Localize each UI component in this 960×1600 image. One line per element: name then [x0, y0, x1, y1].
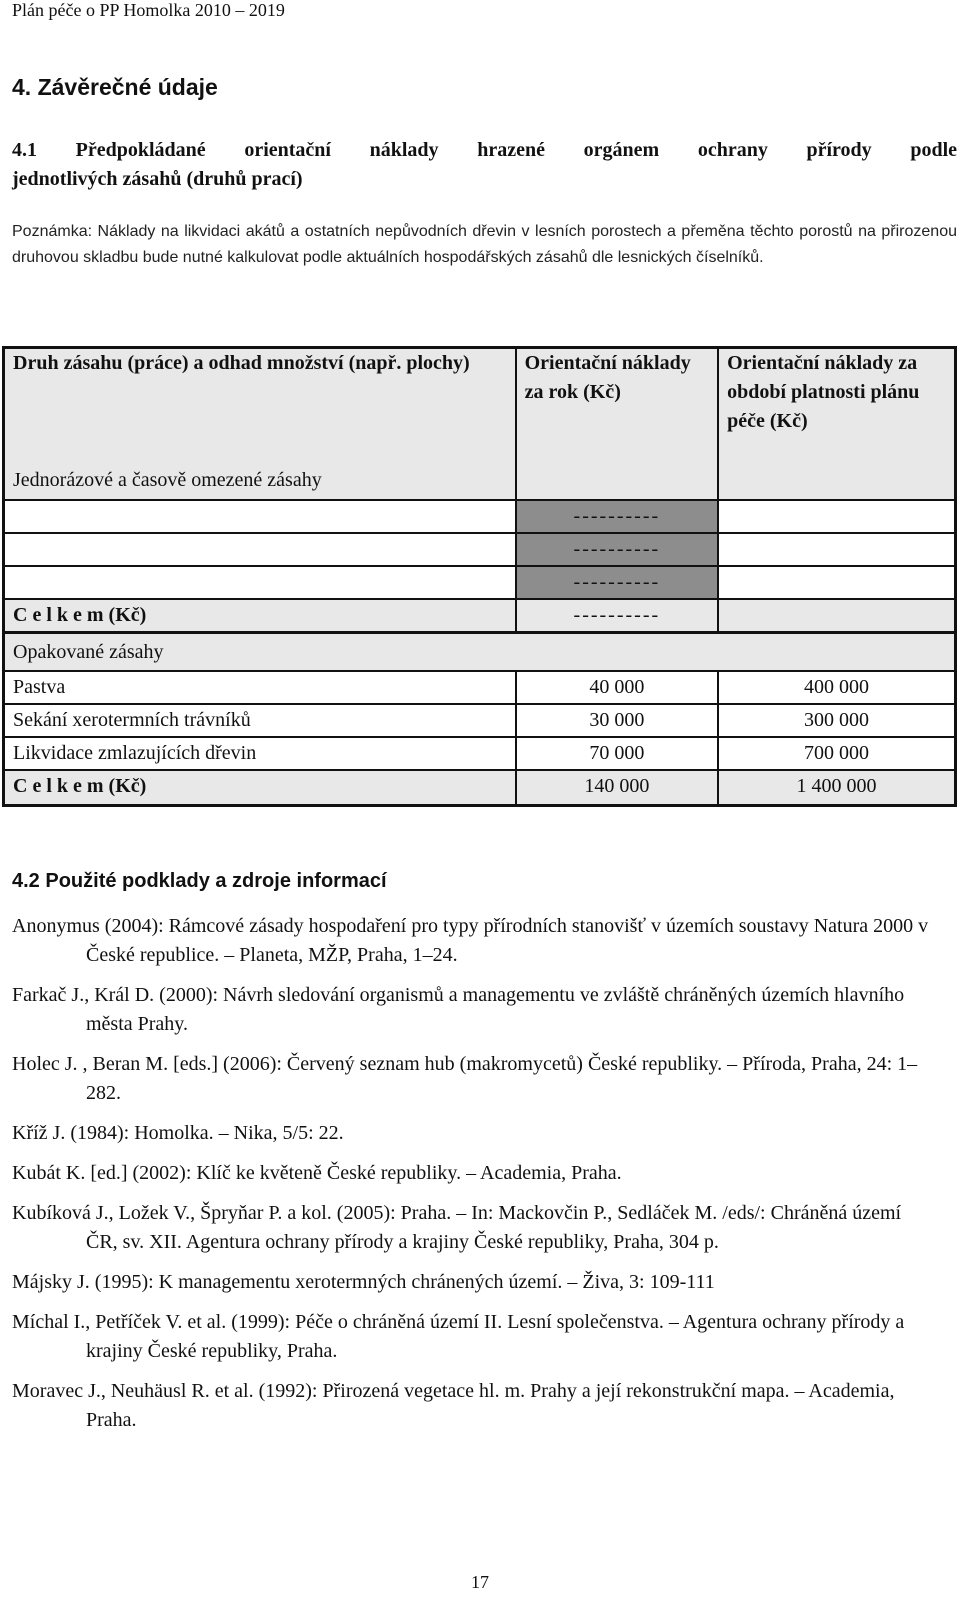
- header-period-cost: Orientační náklady za období platnosti plánu péče (Kč): [718, 348, 955, 501]
- reference-item: Májsky J. (1995): K managementu xerotermných chránených území. – Živa, 3: 109-111: [12, 1271, 715, 1293]
- table-header-row: [4, 348, 956, 462]
- repeated-label: Opakované zásahy: [4, 633, 956, 672]
- subsection-title-line1: 4.1 Předpokládané orientační náklady hrazené orgánem ochrany přírody podle: [12, 139, 957, 161]
- one-time-year-3: ----------: [516, 566, 719, 599]
- repeated-period-2: 300 000: [718, 704, 955, 737]
- repeated-total-label: C e l k e m (Kč): [4, 770, 516, 806]
- repeated-total-row: [4, 770, 956, 806]
- one-time-item-1: [4, 500, 516, 533]
- cost-note: Poznámka: Náklady na likvidaci akátů a ostatních nepůvodních dřevin v lesních porostech a přeměna těchto porostů na přirozenou druhovou skladbu bude nutné kalkulovat podle aktuálních hospodářských zásahů dle lesnických číselníků.: [12, 223, 957, 266]
- section-title: 4. Závěrečné údaje: [12, 74, 218, 100]
- one-time-period-1: [718, 500, 955, 533]
- table-row: [4, 704, 956, 737]
- repeated-year-3: 70 000: [516, 737, 719, 770]
- one-time-item-3: [4, 566, 516, 599]
- repeated-total-period: 1 400 000: [718, 770, 955, 806]
- reference-item: Kubíková J., Ložek V., Špryňar P. a kol. (2005): Praha. – In: Mackovčin P., Sedláček M. /eds/: Chráněná území ČR, sv. XII. Agentura ochrany přírody a krajiny České republiky, Praha, 304 p.: [12, 1202, 902, 1253]
- subsection-title-line2: jednotlivých zásahů (druhů prací): [12, 168, 303, 190]
- reference-list: [12, 912, 932, 1446]
- repeated-period-3: 700 000: [718, 737, 955, 770]
- one-time-total-row: [4, 599, 956, 633]
- reference-item: Holec J. , Beran M. [eds.] (2006): Červený seznam hub (makromycetů) České republiky. – Příroda, Praha, 24: 1–282.: [12, 1053, 918, 1104]
- repeated-total-year: 140 000: [516, 770, 719, 806]
- one-time-period-3: [718, 566, 955, 599]
- reference-item: Kříž J. (1984): Homolka. – Nika, 5/5: 22.: [12, 1122, 344, 1144]
- reference-item: Anonymus (2004): Rámcové zásady hospodaření pro typy přírodních stanovišť v územích soustavy Natura 2000 v České republice. – Planeta, MŽP, Praha, 1–24.: [12, 915, 929, 966]
- one-time-item-2: [4, 533, 516, 566]
- table-row: [4, 500, 956, 533]
- table-row: [4, 737, 956, 770]
- one-time-total-period: [718, 599, 955, 633]
- one-time-year-2: ----------: [516, 533, 719, 566]
- repeated-year-1: 40 000: [516, 671, 719, 704]
- header-activity: Druh zásahu (práce) a odhad množství (např. plochy): [4, 348, 516, 462]
- reference-item: Moravec J., Neuhäusl R. et al. (1992): Přirozená vegetace hl. m. Prahy a její rekonstrukční mapa. – Academia, Praha.: [12, 1380, 895, 1431]
- header-annual-cost: Orientační náklady za rok (Kč): [516, 348, 719, 462]
- repeated-item-1: Pastva: [4, 671, 516, 704]
- one-time-period-2: [718, 533, 955, 566]
- table-row: [4, 566, 956, 599]
- sources-title: 4.2 Použité podklady a zdroje informací: [12, 870, 387, 892]
- reference-item: Míchal I., Petříček V. et al. (1999): Péče o chráněná území II. Lesní společenstva. – Agentura ochrany přírody a krajiny České republiky, Praha.: [12, 1311, 905, 1362]
- repeated-period-1: 400 000: [718, 671, 955, 704]
- one-time-total-year: ----------: [516, 599, 719, 633]
- one-time-year-1: ----------: [516, 500, 719, 533]
- repeated-item-3: Likvidace zmlazujících dřevin: [4, 737, 516, 770]
- running-header: Plán péče o PP Homolka 2010 – 2019: [12, 0, 285, 20]
- table-row: [4, 533, 956, 566]
- repeated-label-row: [4, 633, 956, 672]
- table-row: [4, 671, 956, 704]
- cost-table: [2, 346, 957, 807]
- one-time-label: Jednorázové a časově omezené zásahy: [4, 461, 516, 500]
- repeated-year-2: 30 000: [516, 704, 719, 737]
- page-number: 17: [471, 1572, 489, 1592]
- reference-item: Farkač J., Král D. (2000): Návrh sledování organismů a managementu ve zvláště chráněných územích hlavního města Prahy.: [12, 984, 905, 1035]
- repeated-item-2: Sekání xerotermních trávníků: [4, 704, 516, 737]
- one-time-total-label: C e l k e m (Kč): [4, 599, 516, 633]
- reference-item: Kubát K. [ed.] (2002): Klíč ke květeně České republiky. – Academia, Praha.: [12, 1162, 622, 1184]
